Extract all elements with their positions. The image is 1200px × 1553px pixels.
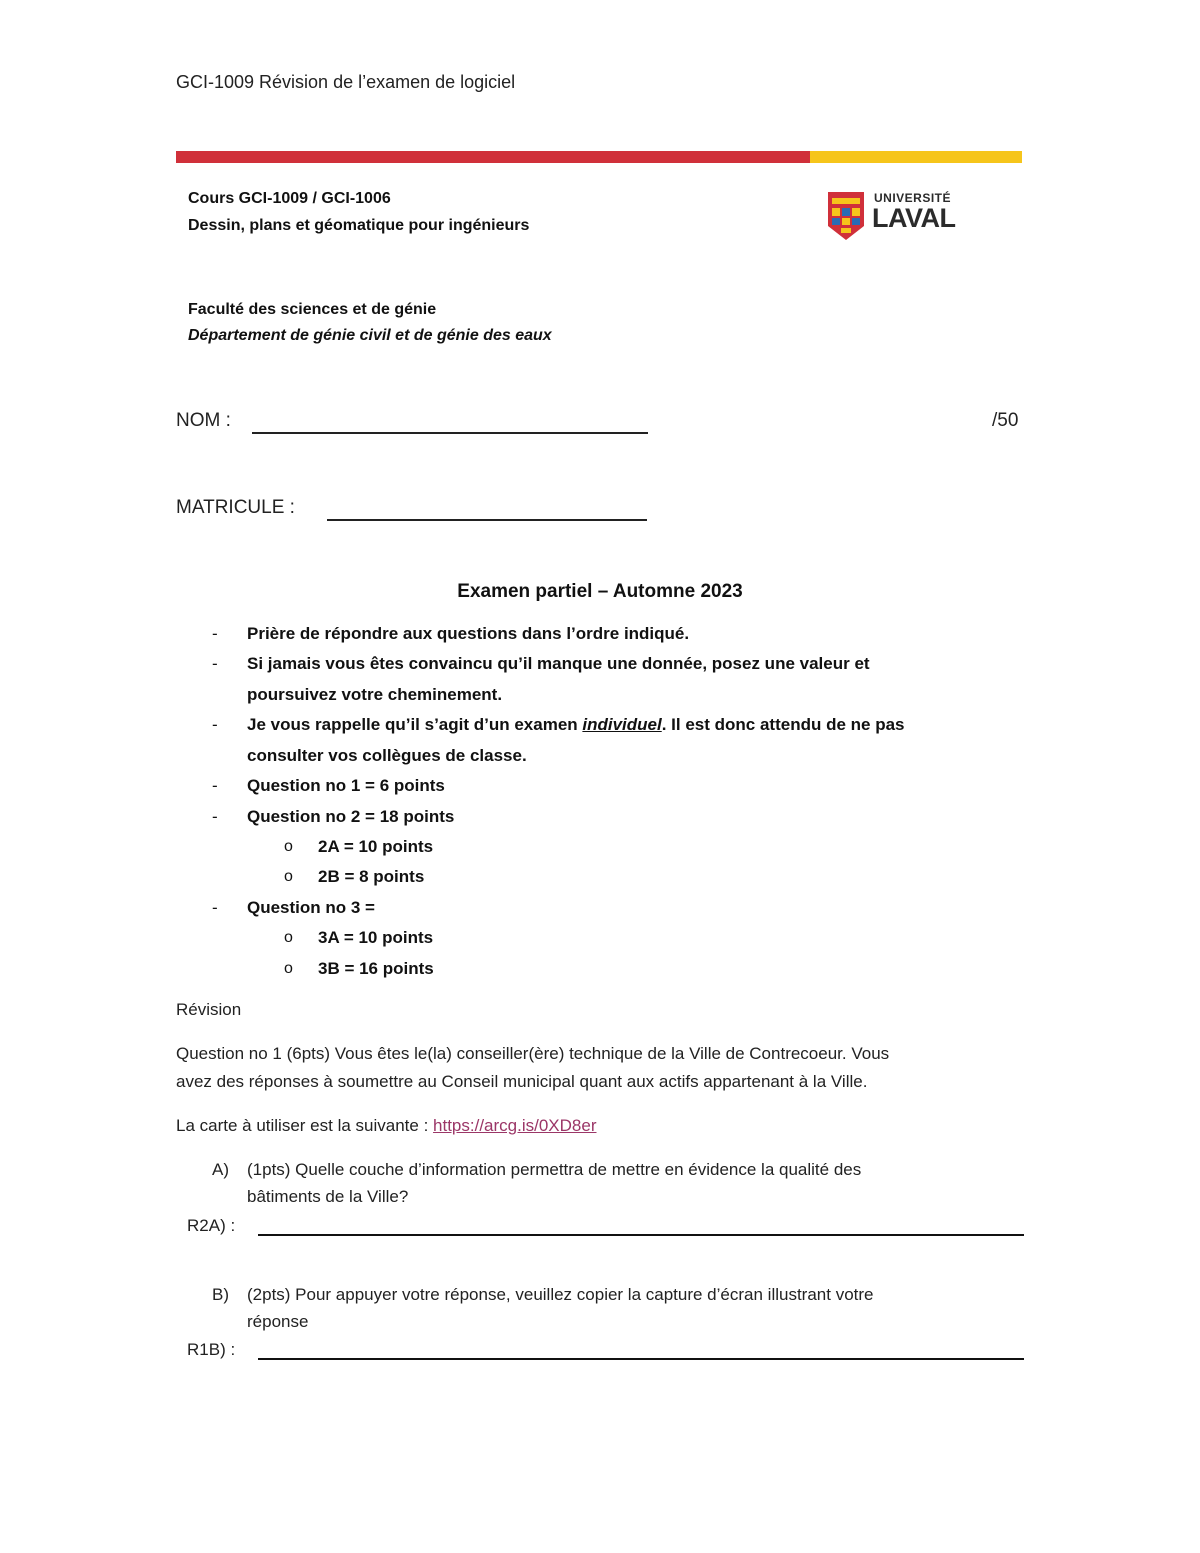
bullet-dash: - xyxy=(212,715,218,734)
faculty: Faculté des sciences et de génie xyxy=(188,301,437,318)
bullet-circle: o xyxy=(284,838,293,855)
logo-line-1: UNIVERSITÉ xyxy=(874,191,952,205)
map-link[interactable]: https://arcg.is/0XD8er xyxy=(433,1116,597,1135)
part-a-label: A) xyxy=(212,1160,229,1179)
instruction-item: Si jamais vous êtes convaincu qu’il manque une donnée, posez une valeur et xyxy=(247,654,870,673)
instruction-item xyxy=(247,715,905,735)
university-logo xyxy=(826,188,956,246)
course-code: Cours GCI-1009 / GCI-1006 xyxy=(188,190,391,207)
instruction-item-cont: consulter vos collègues de classe. xyxy=(247,746,527,765)
instruction-item: Prière de répondre aux questions dans l’ordre indiqué. xyxy=(247,624,690,643)
header-rule-yellow xyxy=(810,151,1022,163)
points-q3a: 3A = 10 points xyxy=(318,928,434,947)
question-1-text: Question no 1 (6pts) Vous êtes le(la) conseiller(ère) technique de la Ville de Contrecoeur. Vous xyxy=(176,1044,890,1063)
points-q2a: 2A = 10 points xyxy=(318,837,434,856)
matricule-label: MATRICULE : xyxy=(176,497,295,518)
instruction-text: . Il est donc attendu de ne pas xyxy=(661,715,905,734)
department: Département de génie civil et de génie des eaux xyxy=(188,327,552,344)
revision-heading: Révision xyxy=(176,1000,242,1019)
matricule-input-line[interactable] xyxy=(327,519,647,521)
logo-line-2: LAVAL xyxy=(872,203,956,233)
nom-input-line[interactable] xyxy=(252,432,648,434)
answer-a-label: R2A) : xyxy=(187,1216,236,1235)
points-q1: Question no 1 = 6 points xyxy=(247,776,445,795)
bullet-circle: o xyxy=(284,868,293,885)
course-title: Dessin, plans et géomatique pour ingénieurs xyxy=(188,217,530,234)
running-header: GCI-1009 Révision de l’examen de logiciel xyxy=(176,72,516,92)
bullet-dash: - xyxy=(212,624,218,643)
bullet-dash: - xyxy=(212,776,218,795)
answer-b-line[interactable] xyxy=(258,1358,1024,1360)
part-a-question: (1pts) Quelle couche d’information permettra de mettre en évidence la qualité des xyxy=(247,1160,862,1179)
part-b-question: (2pts) Pour appuyer votre réponse, veuillez copier la capture d’écran illustrant votre xyxy=(247,1285,874,1304)
question-1-text-cont: avez des réponses à soumettre au Conseil municipal quant aux actifs appartenant à la Ville. xyxy=(176,1072,868,1091)
header-rule-red xyxy=(176,151,810,163)
part-b-label: B) xyxy=(212,1285,229,1304)
part-b-question-cont: réponse xyxy=(247,1312,309,1331)
university-crest-icon xyxy=(826,190,866,242)
points-q3b: 3B = 16 points xyxy=(318,959,434,978)
answer-b-label: R1B) : xyxy=(187,1340,236,1359)
points-q3: Question no 3 = xyxy=(247,898,375,917)
nom-label: NOM : xyxy=(176,410,231,431)
map-intro xyxy=(176,1116,597,1136)
bullet-dash: - xyxy=(212,898,218,917)
emphasis-individuel: individuel xyxy=(582,715,662,734)
score-total: /50 xyxy=(992,410,1019,431)
instruction-item-cont: poursuivez votre cheminement. xyxy=(247,685,503,704)
points-q2b: 2B = 8 points xyxy=(318,867,425,886)
part-a-question-cont: bâtiments de la Ville? xyxy=(247,1187,409,1206)
map-intro-text: La carte à utiliser est la suivante : xyxy=(176,1116,434,1135)
answer-a-line[interactable] xyxy=(258,1234,1024,1236)
exam-title: Examen partiel – Automne 2023 xyxy=(457,581,743,602)
bullet-circle: o xyxy=(284,960,293,977)
bullet-circle: o xyxy=(284,929,293,946)
bullet-dash: - xyxy=(212,654,218,673)
instruction-text: Je vous rappelle qu’il s’agit d’un examen xyxy=(247,715,583,734)
points-q2: Question no 2 = 18 points xyxy=(247,807,455,826)
bullet-dash: - xyxy=(212,807,218,826)
